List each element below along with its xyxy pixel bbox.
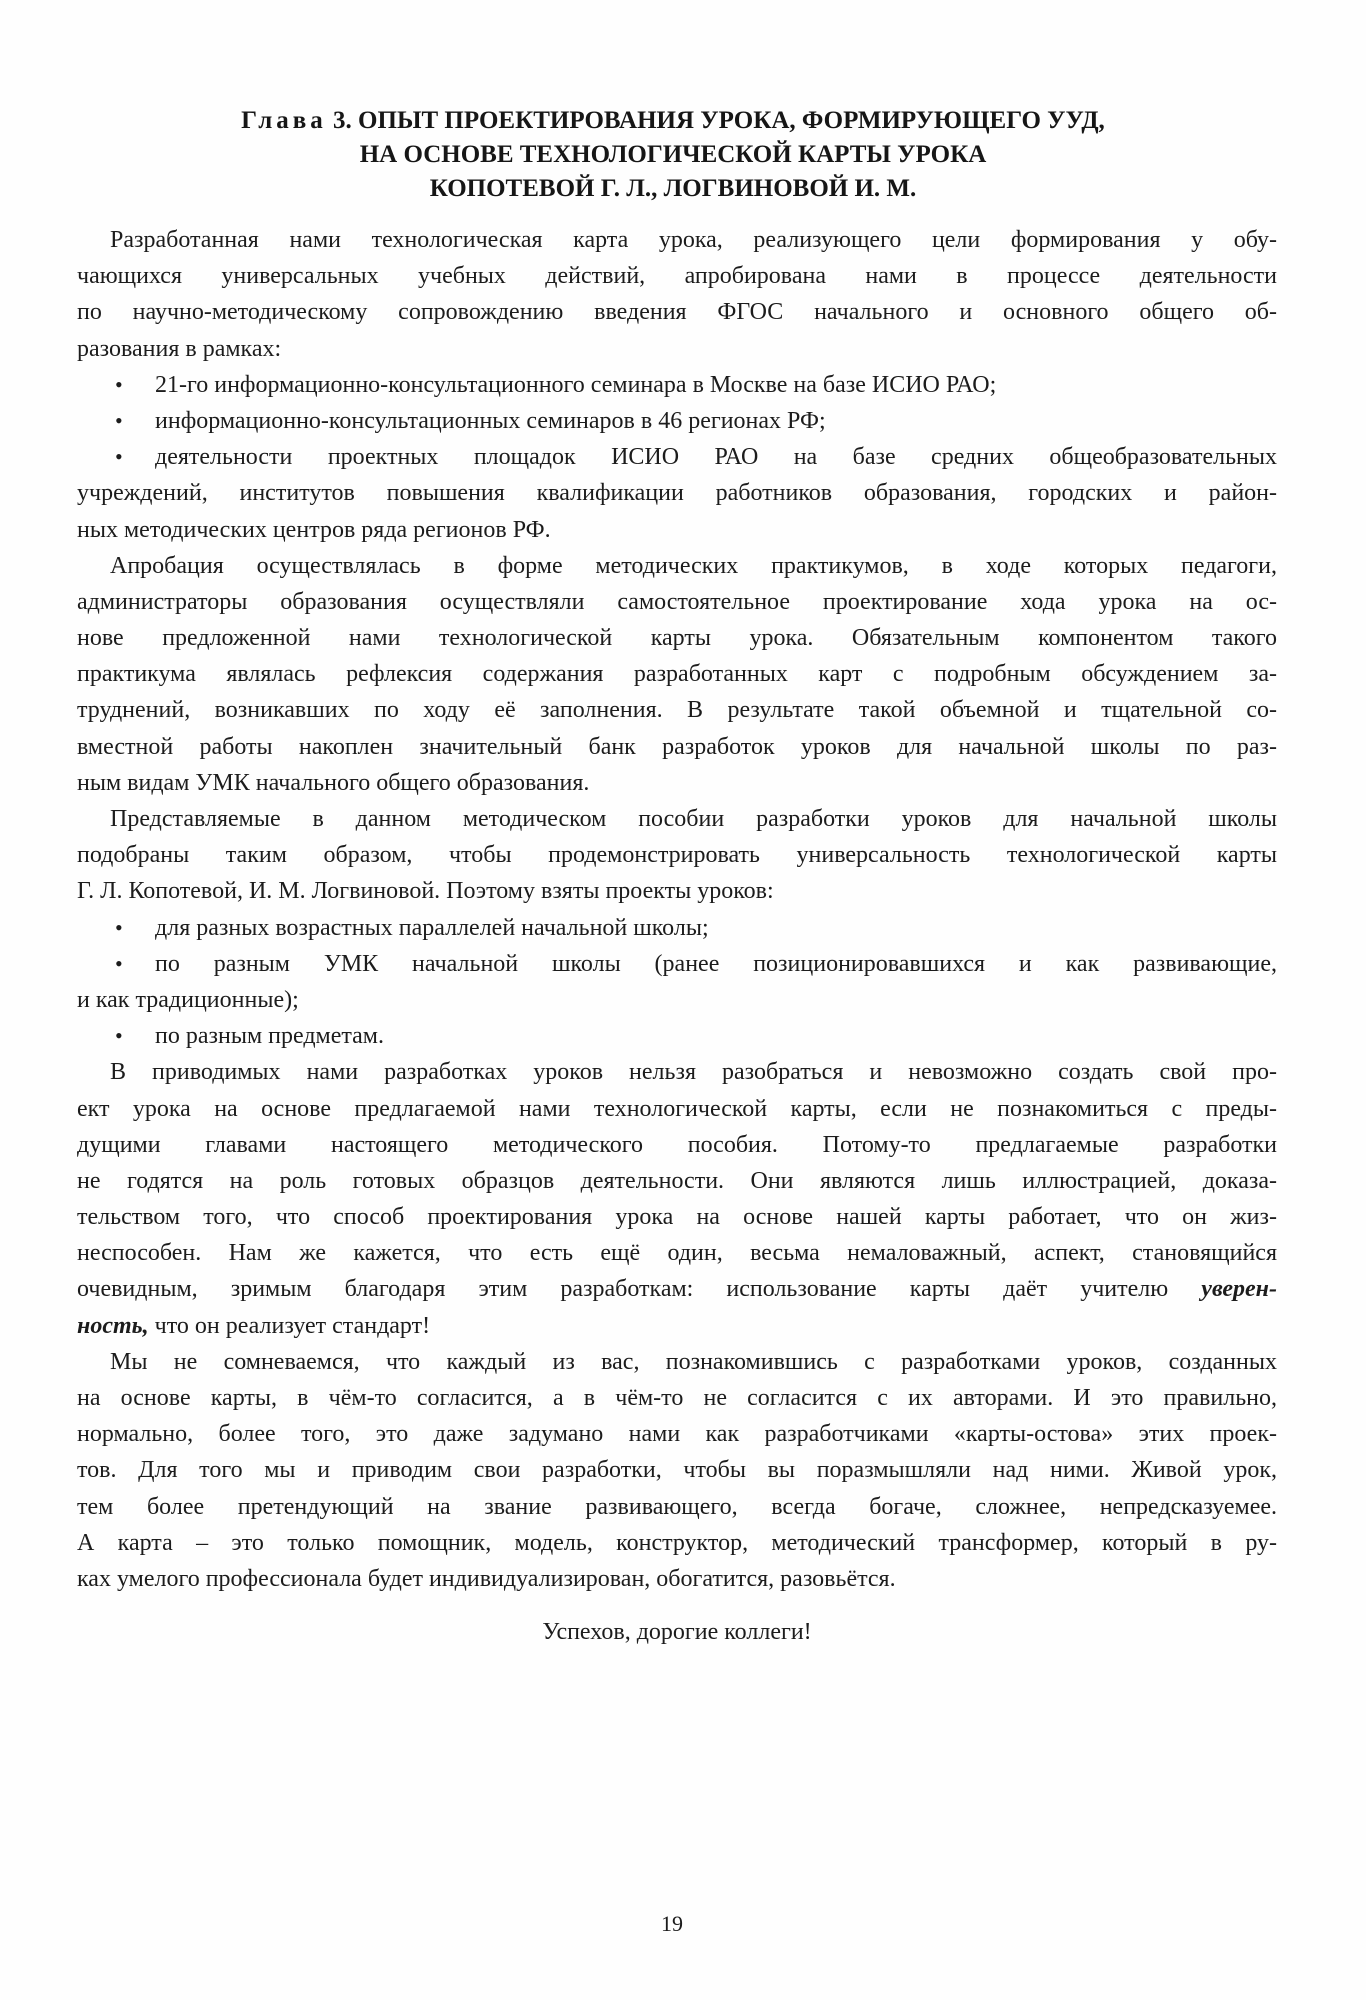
bullet-icon: • bbox=[115, 407, 123, 433]
text-line bbox=[77, 1199, 1277, 1235]
line-text: А карта – это только помощник, модель, конструктор, методический трансформер, который в ру- bbox=[77, 1529, 1277, 1556]
text-line bbox=[77, 1127, 1277, 1163]
line-text: деятельности проектных площадок ИСИО РАО на базе средних общеобразовательных bbox=[155, 444, 1277, 471]
body-text bbox=[77, 222, 1277, 1597]
text-line bbox=[77, 1489, 1277, 1525]
line-text: информационно-консультационных семинаров в 46 регионах РФ; bbox=[155, 407, 826, 434]
text-line bbox=[77, 801, 1277, 837]
line-text: Разработанная нами технологическая карта урока, реализующего цели формирования у обу- bbox=[110, 227, 1277, 253]
text-line bbox=[77, 1344, 1277, 1380]
line-text: тельством того, что способ проектирования урока на основе нашей карты работает, что он жиз- bbox=[77, 1204, 1277, 1231]
text-line bbox=[77, 1163, 1277, 1199]
paragraph bbox=[77, 801, 1277, 910]
text-line bbox=[77, 1525, 1277, 1561]
line-text: практикума являлась рефлексия содержания разработанных карт с подробным обсуждением за- bbox=[77, 661, 1277, 688]
closing-line: Успехов, дорогие коллеги! bbox=[542, 1619, 812, 1645]
emphasized-text: уверен- bbox=[1201, 1276, 1277, 1303]
line-text: Мы не сомневаемся, что каждый из вас, познакомившись с разработками уроков, созданных bbox=[110, 1348, 1277, 1375]
line-text: не годятся на роль готовых образцов деятельности. Они являются лишь иллюстрацией, доказа- bbox=[77, 1167, 1277, 1194]
chapter-word: Глава bbox=[241, 107, 327, 134]
text-line bbox=[77, 729, 1277, 765]
line-text: тем более претендующий на звание развивающего, всегда богаче, сложнее, непредсказуемее. bbox=[77, 1493, 1277, 1520]
line-text: чающихся универсальных учебных действий, апробирована нами в процессе деятельности bbox=[77, 263, 1277, 290]
text-line bbox=[77, 1271, 1277, 1307]
bullet-icon: • bbox=[115, 371, 123, 397]
text-line bbox=[77, 258, 1277, 294]
bullet-item bbox=[77, 946, 1277, 1018]
bullet-icon: • bbox=[115, 950, 123, 976]
line-text: тов. Для того мы и приводим свои разработки, чтобы вы поразмышляли над ними. Живой урок, bbox=[77, 1457, 1277, 1484]
line-text: ных методических центров ряда регионов РФ. bbox=[77, 516, 551, 543]
bullet-icon: • bbox=[115, 444, 123, 470]
bullet-icon: • bbox=[115, 914, 123, 940]
bullet-item bbox=[77, 439, 1277, 548]
text-line bbox=[77, 946, 1277, 982]
chapter-title-line-3: КОПОТЕВОЙ Г. Л., ЛОГВИНОВОЙ И. М. bbox=[429, 175, 917, 202]
line-text: нове предложенной нами технологической карты урока. Обязательным компонентом такого bbox=[77, 625, 1277, 652]
line-text: по разным УМК начальной школы (ранее позиционировавшихся и как развивающие, bbox=[155, 950, 1277, 977]
bullet-item bbox=[77, 367, 1277, 403]
line-text: вместной работы накоплен значительный банк разработок уроков для начальной школы по раз- bbox=[77, 733, 1277, 760]
chapter-title bbox=[0, 104, 1346, 206]
text-line bbox=[77, 1380, 1277, 1416]
line-text: Представляемые в данном методическом пособии разработки уроков для начальной школы bbox=[110, 806, 1277, 832]
line-text: нормально, более того, это даже задумано нами как разработчиками «карты-остова» этих проек- bbox=[77, 1421, 1277, 1448]
text-line bbox=[77, 548, 1277, 584]
line-text: по разным предметам. bbox=[155, 1023, 384, 1050]
text-line bbox=[77, 1091, 1277, 1127]
text-line bbox=[77, 512, 1277, 548]
text-line bbox=[77, 1561, 1277, 1597]
text-line bbox=[77, 439, 1277, 475]
emphasized-text: ность, bbox=[77, 1312, 149, 1339]
text-line bbox=[77, 584, 1277, 620]
line-text: ект урока на основе предлагаемой нами технологической карты, если не познакомиться с преды- bbox=[77, 1095, 1277, 1122]
text-line bbox=[77, 620, 1277, 656]
text-line bbox=[77, 765, 1277, 801]
text-line bbox=[77, 1308, 1277, 1344]
paragraph bbox=[77, 548, 1277, 801]
text-line bbox=[77, 367, 1277, 403]
text-line bbox=[77, 331, 1277, 367]
line-text: на основе карты, в чём-то согласится, а в чём-то не согласится с их авторами. И это правильно, bbox=[77, 1385, 1277, 1411]
line-text: что он реализует стандарт! bbox=[148, 1312, 431, 1339]
text-line bbox=[77, 1452, 1277, 1488]
line-text: для разных возрастных параллелей начальной школы; bbox=[155, 914, 709, 941]
line-text: учреждений, институтов повышения квалификации работников образования, городских и район- bbox=[77, 480, 1277, 507]
text-line bbox=[77, 837, 1277, 873]
text-line bbox=[77, 475, 1277, 511]
chapter-title-line-1 bbox=[0, 104, 1346, 138]
bullet-item bbox=[77, 1018, 1277, 1054]
line-text: Г. Л. Копотевой, И. М. Логвиновой. Поэтому взяты проекты уроков: bbox=[77, 878, 774, 905]
bullet-icon: • bbox=[115, 1023, 123, 1049]
bullet-item bbox=[77, 910, 1277, 946]
text-line bbox=[77, 982, 1277, 1018]
paragraph bbox=[77, 222, 1277, 367]
text-line bbox=[77, 692, 1277, 728]
text-line bbox=[77, 656, 1277, 692]
line-text: и как традиционные); bbox=[77, 986, 299, 1013]
line-text: по научно-методическому сопровождению введения ФГОС начального и основного общего об- bbox=[77, 299, 1277, 326]
text-line bbox=[77, 1416, 1277, 1452]
paragraph bbox=[77, 1344, 1277, 1597]
line-text: труднений, возникавших по ходу её заполнения. В результате такой объемной и тщательной со- bbox=[77, 697, 1277, 724]
line-text: администраторы образования осуществляли самостоятельное проектирование хода урока на ос- bbox=[77, 588, 1277, 615]
text-line bbox=[77, 1235, 1277, 1271]
chapter-title-line-2: НА ОСНОВЕ ТЕХНОЛОГИЧЕСКОЙ КАРТЫ УРОКА bbox=[359, 141, 987, 168]
text-line bbox=[77, 403, 1277, 439]
bullet-item bbox=[77, 403, 1277, 439]
line-text: дущими главами настоящего методического пособия. Потому-то предлагаемые разработки bbox=[77, 1131, 1277, 1158]
chapter-title-text: 3. ОПЫТ ПРОЕКТИРОВАНИЯ УРОКА, ФОРМИРУЮЩЕГО УУД, bbox=[333, 107, 1105, 134]
text-line bbox=[77, 222, 1277, 258]
line-text: разования в рамках: bbox=[77, 335, 282, 362]
line-text: ным видам УМК начального общего образования. bbox=[77, 769, 590, 796]
line-text: подобраны таким образом, чтобы продемонстрировать универсальность технологической карты bbox=[77, 842, 1277, 869]
paragraph bbox=[77, 1054, 1277, 1344]
line-text: 21-го информационно-консультационного семинара в Москве на базе ИСИО РАО; bbox=[155, 371, 997, 398]
text-line bbox=[77, 873, 1277, 909]
page-number: 19 bbox=[661, 1911, 683, 1936]
text-line bbox=[77, 1054, 1277, 1090]
line-text: Апробация осуществлялась в форме методических практикумов, в ходе которых педагоги, bbox=[110, 552, 1277, 579]
line-text: В приводимых нами разработках уроков нельзя разобраться и невозможно создать свой про- bbox=[110, 1059, 1277, 1086]
text-line bbox=[77, 294, 1277, 330]
line-text: очевидным, зримым благодаря этим разработкам: использование карты даёт учителю bbox=[77, 1276, 1202, 1303]
text-line bbox=[77, 1018, 1277, 1054]
text-line bbox=[77, 910, 1277, 946]
line-text: неспособен. Нам же кажется, что есть ещё один, весьма немаловажный, аспект, становящийся bbox=[77, 1240, 1277, 1267]
line-text: ках умелого профессионала будет индивидуализирован, обогатится, разовьётся. bbox=[77, 1565, 896, 1592]
